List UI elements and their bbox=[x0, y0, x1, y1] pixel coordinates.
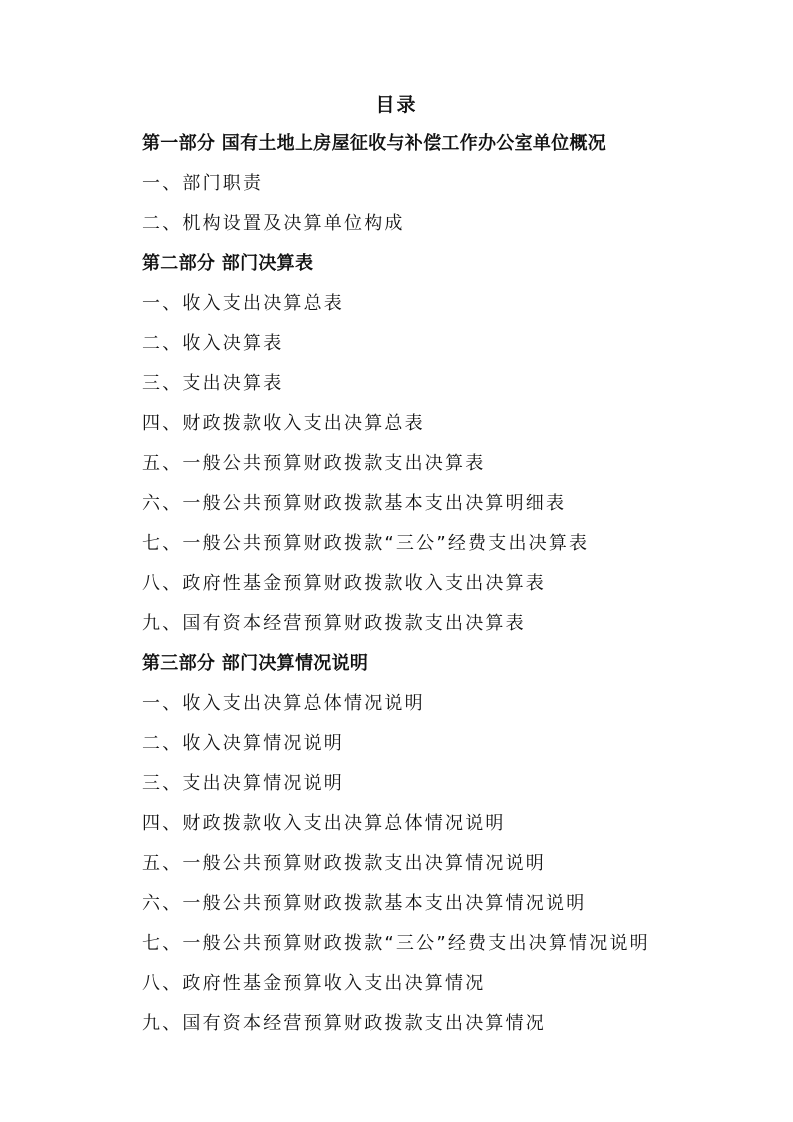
toc-item[interactable]: 九、国有资本经营预算财政拨款支出决算表 bbox=[142, 613, 526, 634]
toc-item[interactable]: 一、部门职责 bbox=[142, 173, 264, 194]
toc-item[interactable]: 二、收入决算表 bbox=[142, 333, 284, 354]
toc-item[interactable]: 七、一般公共预算财政拨款“三公”经费支出决算表 bbox=[142, 533, 590, 554]
toc-part-heading[interactable]: 第一部分 国有土地上房屋征收与补偿工作办公室单位概况 bbox=[142, 133, 607, 154]
toc-item[interactable]: 六、一般公共预算财政拨款基本支出决算明细表 bbox=[142, 493, 567, 514]
toc-item[interactable]: 一、收入支出决算总体情况说明 bbox=[142, 693, 425, 714]
toc-part-heading[interactable]: 第三部分 部门决算情况说明 bbox=[142, 653, 369, 674]
toc-item[interactable]: 二、收入决算情况说明 bbox=[142, 733, 344, 754]
toc-item[interactable]: 八、政府性基金预算财政拨款收入支出决算表 bbox=[142, 573, 546, 594]
toc-item[interactable]: 三、支出决算情况说明 bbox=[142, 773, 344, 794]
toc-item[interactable]: 八、政府性基金预算收入支出决算情况 bbox=[142, 973, 486, 994]
toc-part-heading[interactable]: 第二部分 部门决算表 bbox=[142, 253, 314, 274]
toc-item[interactable]: 四、财政拨款收入支出决算总体情况说明 bbox=[142, 813, 506, 834]
toc-item[interactable]: 四、财政拨款收入支出决算总表 bbox=[142, 413, 425, 434]
toc-item[interactable]: 六、一般公共预算财政拨款基本支出决算情况说明 bbox=[142, 893, 587, 914]
page-title: 目录 bbox=[375, 94, 418, 116]
toc-item[interactable]: 三、支出决算表 bbox=[142, 373, 284, 394]
toc-item[interactable]: 七、一般公共预算财政拨款“三公”经费支出决算情况说明 bbox=[142, 933, 650, 954]
toc-item[interactable]: 一、收入支出决算总表 bbox=[142, 293, 344, 314]
toc-item[interactable]: 五、一般公共预算财政拨款支出决算表 bbox=[142, 453, 486, 474]
toc-item[interactable]: 九、国有资本经营预算财政拨款支出决算情况 bbox=[142, 1013, 546, 1034]
table-of-contents bbox=[142, 124, 762, 1044]
toc-item[interactable]: 二、机构设置及决算单位构成 bbox=[142, 213, 405, 234]
toc-item[interactable]: 五、一般公共预算财政拨款支出决算情况说明 bbox=[142, 853, 546, 874]
